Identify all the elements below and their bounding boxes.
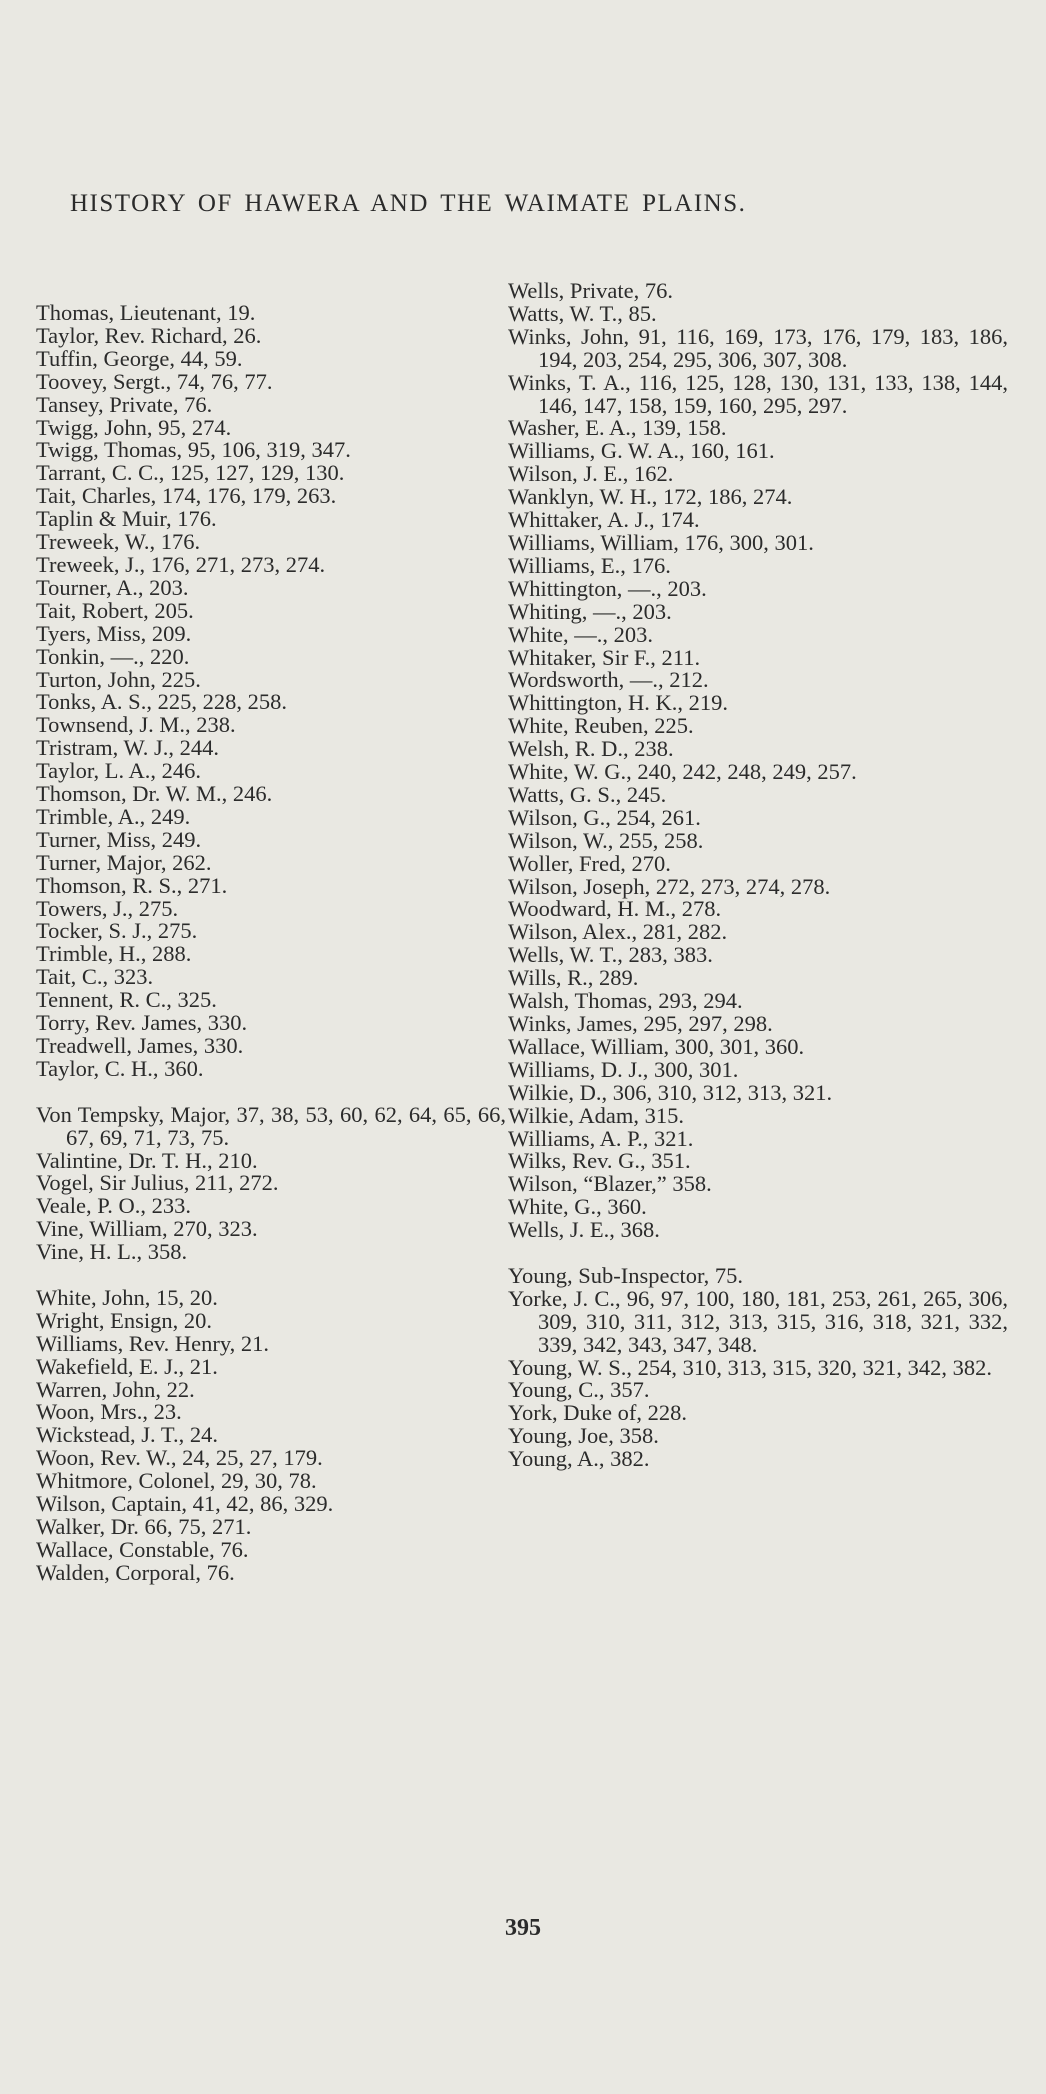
- index-entry: Williams, G. W. A., 160, 161.: [508, 438, 775, 464]
- index-entry: Tait, C., 323.: [36, 964, 154, 990]
- index-entry: Wordsworth, —., 212.: [508, 667, 709, 693]
- running-title: HISTORY OF HAWERA AND THE WAIMATE PLAINS.: [70, 190, 747, 217]
- index-entry: Whitmore, Colonel, 29, 30, 78.: [36, 1468, 317, 1494]
- index-entry: Tansey, Private, 76.: [36, 391, 213, 417]
- index-entry: Woon, Mrs., 23.: [36, 1399, 182, 1425]
- index-entry: Tennent, R. C., 325.: [36, 987, 217, 1013]
- index-entry: Wilson, J. E., 162.: [508, 461, 674, 487]
- index-entry: Valintine, Dr. T. H., 210.: [36, 1147, 258, 1173]
- block-gap: [36, 1264, 506, 1287]
- block-gap: [508, 1242, 1008, 1265]
- index-entry: Welsh, R. D., 238.: [508, 736, 674, 762]
- index-entry: Tonkin, —., 220.: [36, 643, 190, 669]
- index-entry: Tonks, A. S., 225, 228, 258.: [36, 689, 287, 715]
- index-entry: Whittaker, A. J., 174.: [508, 507, 700, 533]
- index-entry: Wanklyn, W. H., 172, 186, 274.: [508, 484, 793, 510]
- index-entry: Treweek, J., 176, 271, 273, 274.: [36, 551, 326, 577]
- index-entry: White, —., 203.: [508, 621, 653, 647]
- index-entry: Wallace, William, 300, 301, 360.: [508, 1033, 805, 1059]
- index-entry: Whitaker, Sir F., 211.: [508, 644, 701, 670]
- index-entry: Wilson, Alex., 281, 282.: [508, 919, 728, 945]
- index-entry: Wills, R., 289.: [508, 965, 639, 991]
- index-entry: Winks, T. A., 116, 125, 128, 130, 131, 133, 138, 144, 146, 147, 158, 159, 160, 295, 297.: [508, 369, 1008, 418]
- index-entry: Woller, Fred, 270.: [508, 850, 671, 876]
- index-entry: Wickstead, J. T., 24.: [36, 1422, 218, 1448]
- index-entry: Taylor, Rev. Richard, 26.: [36, 322, 262, 348]
- index-entry: Wilson, “Blazer,” 358.: [508, 1171, 712, 1197]
- index-entry: Thomson, R. S., 271.: [36, 872, 228, 898]
- index-entry: Walker, Dr. 66, 75, 271.: [36, 1514, 252, 1539]
- index-column-right: [508, 280, 1008, 1471]
- index-entry: Whittington, —., 203.: [508, 575, 707, 601]
- index-entry: York, Duke of, 228.: [508, 1400, 687, 1426]
- index-entry: White, G., 360.: [508, 1194, 647, 1220]
- index-entry: Williams, William, 176, 300, 301.: [508, 529, 814, 555]
- index-entry: White, Reuben, 225.: [508, 713, 694, 739]
- index-entry: Toovey, Sergt., 74, 76, 77.: [36, 368, 273, 394]
- index-entry: Von Tempsky, Major, 37, 38, 53, 60, 62, 64, 65, 66, 67, 69, 71, 73, 75.: [36, 1101, 506, 1150]
- index-entry: Taylor, L. A., 246.: [36, 758, 202, 784]
- index-entry: Wilson, Joseph, 272, 273, 274, 278.: [508, 873, 831, 899]
- index-entry: Young, Joe, 358.: [508, 1423, 659, 1449]
- page-number: 395: [505, 1915, 541, 1941]
- block-gap: [36, 1081, 506, 1104]
- index-entry: Vogel, Sir Julius, 211, 272.: [36, 1170, 279, 1196]
- index-entry: Twigg, John, 95, 274.: [36, 414, 232, 440]
- index-entry: Wilson, W., 255, 258.: [508, 827, 704, 853]
- index-entry: Woon, Rev. W., 24, 25, 27, 179.: [36, 1445, 323, 1471]
- index-entry: Vine, William, 270, 323.: [36, 1216, 258, 1242]
- index-entry: Treadwell, James, 330.: [36, 1033, 244, 1058]
- index-entry: Turton, John, 225.: [36, 666, 201, 692]
- index-entry: Tuffin, George, 44, 59.: [36, 345, 243, 371]
- index-entry: Williams, E., 176.: [508, 552, 671, 578]
- index-entry: Wright, Ensign, 20.: [36, 1307, 212, 1333]
- index-entry: Williams, Rev. Henry, 21.: [36, 1330, 270, 1356]
- index-entry: Turner, Major, 262.: [36, 849, 212, 875]
- index-entry: Wilks, Rev. G., 351.: [508, 1148, 691, 1174]
- index-entry: Whittington, H. K., 219.: [508, 690, 728, 716]
- index-entry: Taylor, C. H., 360.: [36, 1055, 204, 1081]
- index-entry: Tarrant, C. C., 125, 127, 129, 130.: [36, 460, 345, 486]
- index-entry: Vine, H. L., 358.: [36, 1239, 188, 1265]
- index-entry: Young, C., 357.: [508, 1377, 650, 1403]
- index-entry: Winks, John, 91, 116, 169, 173, 176, 179, 183, 186, 194, 203, 254, 295, 306, 307, 308.: [508, 323, 1008, 372]
- index-entry: Townsend, J. M., 238.: [36, 712, 236, 738]
- index-entry: Young, Sub-Inspector, 75.: [508, 1262, 743, 1288]
- index-entry: Turner, Miss, 249.: [36, 826, 202, 852]
- index-entry: Watts, G. S., 245.: [508, 781, 667, 807]
- index-entry: Tocker, S. J., 275.: [36, 918, 198, 944]
- index-entry: Tait, Robert, 205.: [36, 597, 194, 623]
- index-entry: Towers, J., 275.: [36, 895, 179, 921]
- index-entry: Williams, D. J., 300, 301.: [508, 1056, 739, 1082]
- index-entry: Wilkie, D., 306, 310, 312, 313, 321.: [508, 1079, 833, 1105]
- index-entry: Veale, P. O., 233.: [36, 1193, 191, 1219]
- index-entry: Young, W. S., 254, 310, 313, 315, 320, 321, 342, 382.: [508, 1354, 993, 1380]
- index-entry: Winks, James, 295, 297, 298.: [508, 1011, 773, 1036]
- index-entry: Wilkie, Adam, 315.: [508, 1102, 684, 1128]
- index-entry: Tourner, A., 203.: [36, 574, 189, 600]
- index-entry: Walden, Corporal, 76.: [36, 1559, 235, 1585]
- index-entry: Wells, Private, 76.: [508, 278, 674, 303]
- index-entry: Wells, W. T., 283, 383.: [508, 942, 713, 968]
- index-entry: Wells, J. E., 368.: [508, 1217, 660, 1243]
- index-entry: Treweek, W., 176.: [36, 529, 201, 555]
- index-column-left: [36, 302, 506, 1585]
- index-entry: White, W. G., 240, 242, 248, 249, 257.: [508, 759, 857, 785]
- index-entry: Trimble, A., 249.: [36, 803, 191, 829]
- index-entry: Washer, E. A., 139, 158.: [508, 415, 727, 441]
- index-entry: Trimble, H., 288.: [36, 941, 192, 967]
- index-entry: Wilson, G., 254, 261.: [508, 804, 701, 830]
- index-entry: Young, A., 382.: [508, 1446, 650, 1472]
- index-entry: White, John, 15, 20.: [36, 1284, 218, 1310]
- index-entry: Tyers, Miss, 209.: [36, 620, 192, 646]
- index-entry: Wilson, Captain, 41, 42, 86, 329.: [36, 1491, 334, 1517]
- index-entry: Taplin & Muir, 176.: [36, 506, 217, 532]
- index-entry: Tristram, W. J., 244.: [36, 735, 219, 761]
- index-entry: Woodward, H. M., 278.: [508, 896, 722, 922]
- index-entry: Walsh, Thomas, 293, 294.: [508, 988, 743, 1014]
- index-entry: Thomas, Lieutenant, 19.: [36, 300, 256, 325]
- index-entry: Watts, W. T., 85.: [508, 300, 657, 326]
- index-entry: Yorke, J. C., 96, 97, 100, 180, 181, 253, 261, 265, 306, 309, 310, 311, 312, 313, 315, 316, 318, 321, 332, 339, 342, 343, 347, 348.: [508, 1285, 1008, 1357]
- index-entry: Wallace, Constable, 76.: [36, 1536, 249, 1562]
- index-entry: Tait, Charles, 174, 176, 179, 263.: [36, 483, 337, 509]
- index-entry: Williams, A. P., 321.: [508, 1125, 694, 1151]
- index-entry: Warren, John, 22.: [36, 1376, 195, 1402]
- index-entry: Twigg, Thomas, 95, 106, 319, 347.: [36, 437, 351, 463]
- index-entry: Thomson, Dr. W. M., 246.: [36, 781, 273, 807]
- index-entry: Whiting, —., 203.: [508, 598, 672, 624]
- index-entry: Wakefield, E. J., 21.: [36, 1353, 218, 1379]
- index-entry: Torry, Rev. James, 330.: [36, 1010, 248, 1036]
